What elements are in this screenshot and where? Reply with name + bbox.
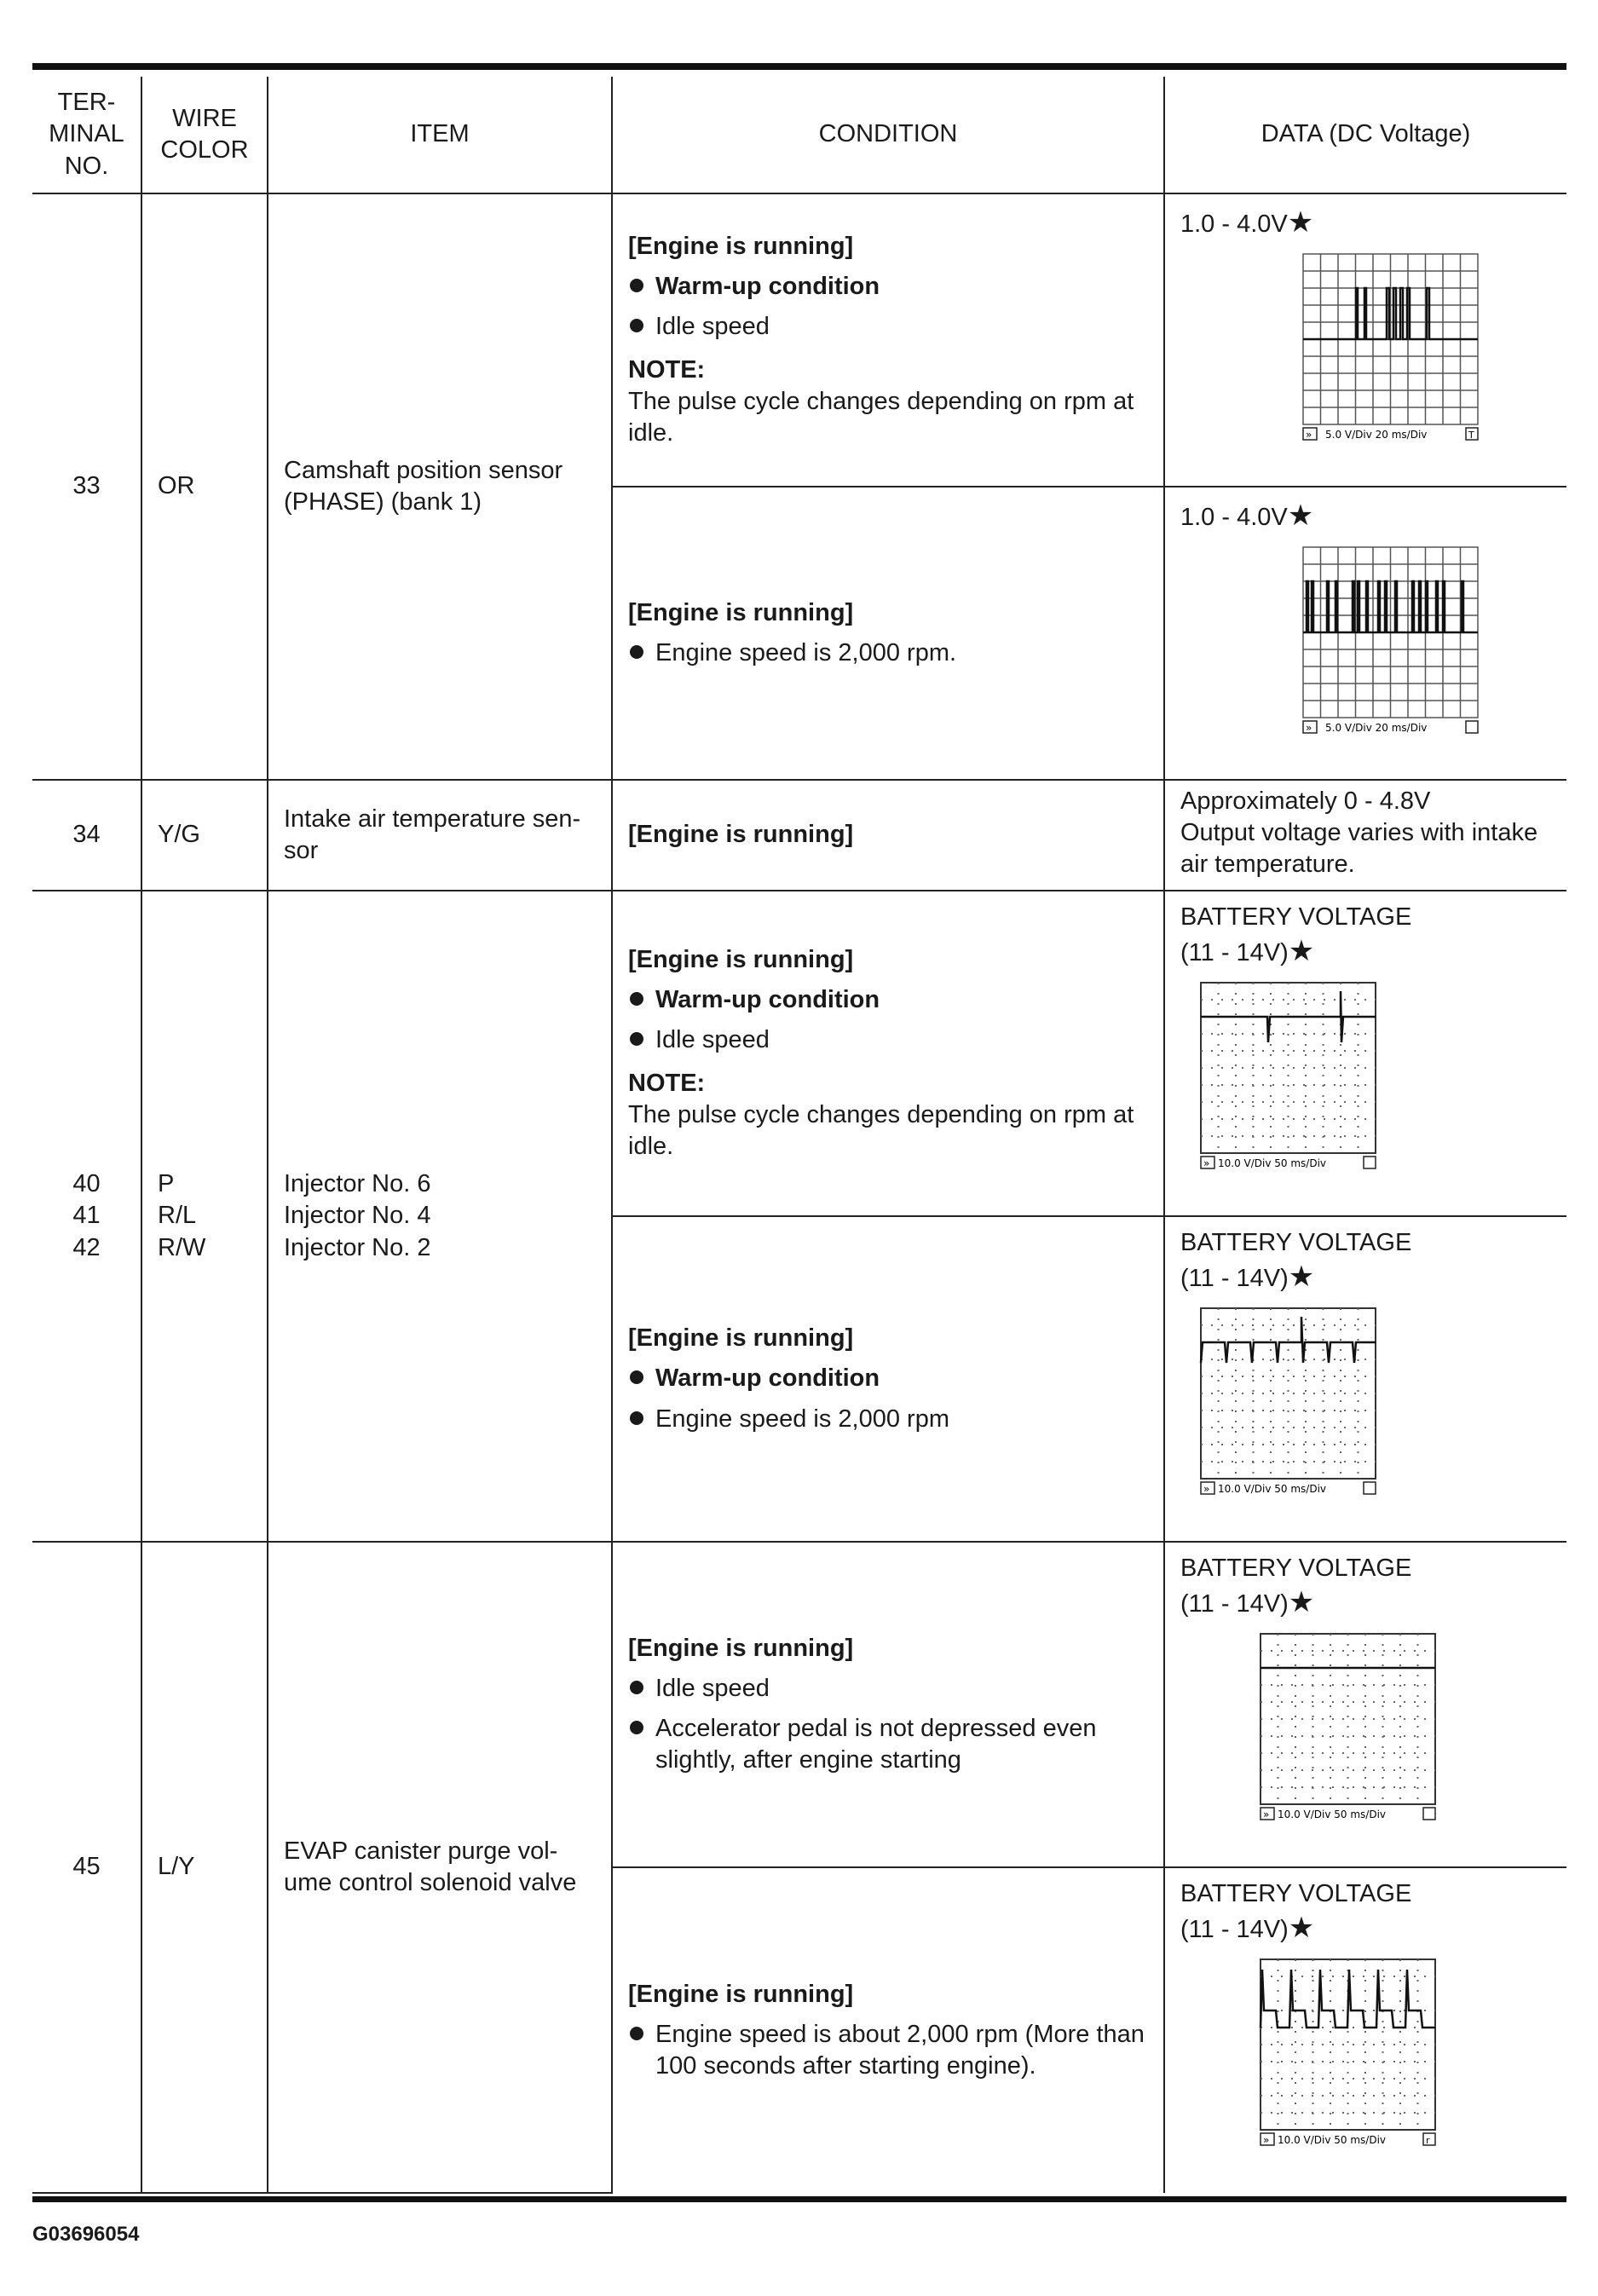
bullet-icon bbox=[630, 319, 643, 332]
star-icon: ★ bbox=[1288, 1586, 1315, 1619]
bullet-icon bbox=[630, 1721, 643, 1734]
bullet-icon bbox=[630, 1370, 643, 1384]
data-cell: 1.0 - 4.0V★ » 5.0 V/Div 20 ms/Div T bbox=[1164, 193, 1566, 487]
scope-caption: 10.0 V/Div 50 ms/Div bbox=[1278, 1808, 1387, 1820]
list-item: Idle speed bbox=[628, 1673, 1148, 1705]
scope-caption: 10.0 V/Div 50 ms/Div bbox=[1218, 1482, 1327, 1495]
item-cell: EVAP canister purge vol- ume control solenoid valve bbox=[268, 1542, 612, 2193]
wire-color-cell: P R/L R/W bbox=[141, 891, 268, 1542]
header-terminal: TER- MINAL NO. bbox=[32, 77, 141, 193]
list-item: Engine speed is about 2,000 rpm (More than 100 seconds after starting engine). bbox=[628, 2019, 1148, 2082]
condition-cell: [Engine is running] Warm-up condition Idle speed NOTE: The pulse cycle changes depending on rpm at idle. bbox=[612, 891, 1164, 1216]
oscilloscope-waveform bbox=[1191, 1301, 1383, 1504]
scope-caption: 5.0 V/Div 20 ms/Div bbox=[1325, 721, 1428, 734]
list-item: Idle speed bbox=[628, 1024, 1148, 1056]
table-row bbox=[32, 1542, 1566, 1867]
condition-cell: [Engine is running] Warm-up condition Engine speed is 2,000 rpm bbox=[612, 1216, 1164, 1542]
figure-id: G03696054 bbox=[32, 2223, 140, 2246]
oscilloscope-waveform bbox=[1250, 1953, 1443, 2155]
ecm-terminal-table bbox=[32, 77, 1566, 2194]
star-icon: ★ bbox=[1287, 206, 1314, 239]
data-cell: BATTERY VOLTAGE (11 - 14V)★ » 10.0 V/Div 50 ms/Div bbox=[1164, 891, 1566, 1216]
data-cell: 1.0 - 4.0V★ » 5.0 V/Div 20 ms/Div bbox=[1164, 487, 1566, 780]
item-cell: Injector No. 6 Injector No. 4 Injector No. 2 bbox=[268, 891, 612, 1542]
oscilloscope-waveform bbox=[1293, 540, 1486, 743]
condition-cell: [Engine is running] Engine speed is about 2,000 rpm (More than 100 seconds after starting engine). bbox=[612, 1867, 1164, 2193]
condition-cell: [Engine is running] Engine speed is 2,000 rpm. bbox=[612, 487, 1164, 780]
svg-text:»: » bbox=[1203, 1482, 1210, 1495]
scope-caption: 10.0 V/Div 50 ms/Div bbox=[1278, 2133, 1387, 2146]
item-cell: Intake air temperature sen- sor bbox=[268, 780, 612, 891]
data-cell: Approximately 0 - 4.8V Output voltage varies with intake air temperature. bbox=[1164, 780, 1566, 891]
header-data: DATA (DC Voltage) bbox=[1164, 77, 1566, 193]
scope-caption: 5.0 V/Div 20 ms/Div bbox=[1325, 428, 1428, 441]
list-item: Warm-up condition bbox=[628, 271, 1148, 303]
oscilloscope-waveform bbox=[1250, 1627, 1443, 1830]
condition-cell: [Engine is running] Warm-up condition Idle speed NOTE: The pulse cycle changes depending on rpm at idle. bbox=[612, 193, 1164, 487]
bullet-icon bbox=[630, 2027, 643, 2040]
star-icon: ★ bbox=[1287, 499, 1314, 532]
svg-text:»: » bbox=[1203, 1157, 1210, 1169]
svg-text:»: » bbox=[1263, 1808, 1270, 1820]
table-row bbox=[32, 780, 1566, 891]
item-cell: Camshaft position sensor (PHASE) (bank 1) bbox=[268, 193, 612, 780]
bullet-icon bbox=[630, 992, 643, 1006]
data-cell: BATTERY VOLTAGE (11 - 14V)★ » 10.0 V/Div 50 ms/Div bbox=[1164, 1216, 1566, 1542]
top-rule bbox=[32, 63, 1566, 70]
terminal-cell: 45 bbox=[32, 1542, 141, 2193]
scope-caption: 10.0 V/Div 50 ms/Div bbox=[1218, 1157, 1327, 1169]
table-row bbox=[32, 891, 1566, 1216]
terminal-cell: 40 41 42 bbox=[32, 891, 141, 1542]
list-item: Idle speed bbox=[628, 311, 1148, 343]
header-row bbox=[32, 77, 1566, 193]
terminal-cell: 33 bbox=[32, 193, 141, 780]
svg-text:»: » bbox=[1306, 721, 1312, 734]
svg-text:»: » bbox=[1263, 2133, 1270, 2146]
table-row bbox=[32, 193, 1566, 487]
header-wire-color: WIRE COLOR bbox=[141, 77, 268, 193]
svg-text:T: T bbox=[1468, 429, 1474, 441]
bullet-icon bbox=[630, 1032, 643, 1046]
data-cell: BATTERY VOLTAGE (11 - 14V)★ » 10.0 V/Div 50 ms/Div r bbox=[1164, 1867, 1566, 2193]
wire-color-cell: OR bbox=[141, 193, 268, 780]
bullet-icon bbox=[630, 1681, 643, 1694]
star-icon: ★ bbox=[1288, 1260, 1315, 1294]
list-item: Engine speed is 2,000 rpm bbox=[628, 1404, 1148, 1435]
bullet-icon bbox=[630, 645, 643, 659]
svg-text:»: » bbox=[1306, 428, 1312, 441]
header-condition: CONDITION bbox=[612, 77, 1164, 193]
bottom-rule bbox=[32, 2196, 1566, 2202]
bullet-icon bbox=[630, 279, 643, 292]
data-cell: BATTERY VOLTAGE (11 - 14V)★ » 10.0 V/Div 50 ms/Div bbox=[1164, 1542, 1566, 1867]
header-item: ITEM bbox=[268, 77, 612, 193]
list-item: Warm-up condition bbox=[628, 1363, 1148, 1394]
list-item: Warm-up condition bbox=[628, 984, 1148, 1016]
list-item: Engine speed is 2,000 rpm. bbox=[628, 637, 1148, 669]
wire-color-cell: L/Y bbox=[141, 1542, 268, 2193]
list-item: Accelerator pedal is not depressed even slightly, after engine starting bbox=[628, 1713, 1148, 1776]
oscilloscope-waveform bbox=[1293, 247, 1486, 450]
condition-cell: [Engine is running] Idle speed Accelerator pedal is not depressed even slightly, after engine starting bbox=[612, 1542, 1164, 1867]
bullet-icon bbox=[630, 1411, 643, 1425]
star-icon: ★ bbox=[1288, 935, 1315, 968]
svg-text:r: r bbox=[1426, 2134, 1430, 2146]
star-icon: ★ bbox=[1288, 1912, 1315, 1945]
terminal-cell: 34 bbox=[32, 780, 141, 891]
oscilloscope-waveform bbox=[1191, 976, 1383, 1179]
wire-color-cell: Y/G bbox=[141, 780, 268, 891]
condition-cell: [Engine is running] bbox=[612, 780, 1164, 891]
